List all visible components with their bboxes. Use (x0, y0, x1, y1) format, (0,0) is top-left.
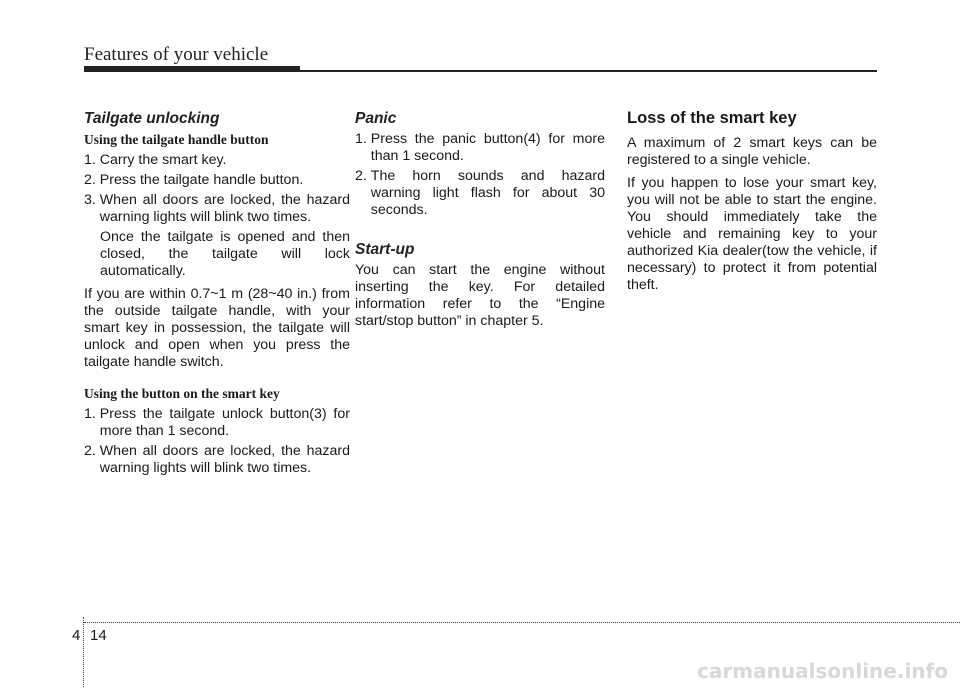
body-paragraph: If you are within 0.7~1 m (28~40 in.) from the outside tailgate handle, with your smart key in possession, the tailgate will unlock and open when you press the tailgate handle switch. (84, 286, 350, 370)
subheading-smart-key-button: Using the button on the smart key (84, 386, 280, 401)
column-3 (627, 110, 877, 300)
subheading-handle-button: Using the tailgate handle button (84, 132, 269, 147)
section-heading-start-up: Start-up (355, 241, 415, 258)
list-item (84, 406, 350, 440)
list-item (84, 152, 350, 169)
list-text: The horn sounds and hazard warning light flash for about 30 seconds. (370, 168, 605, 218)
footer-divider-horizontal (84, 622, 960, 623)
list-number: 2. (355, 168, 371, 184)
page-header-title: Features of your vehicle (84, 44, 269, 65)
header-rule (300, 70, 877, 72)
list-number: 2. (84, 172, 100, 188)
list-text: Carry the smart key. (99, 152, 227, 168)
list-text: When all doors are locked, the hazard warning lights will blink two times. (99, 192, 350, 225)
header-bar (84, 66, 300, 72)
list-item (355, 131, 605, 165)
watermark: carmanualsonline.info (697, 659, 948, 683)
column-2 (355, 110, 605, 336)
section-heading-panic: Panic (355, 110, 397, 127)
list-number: 1. (84, 406, 100, 422)
column-1 (84, 110, 350, 480)
list-number: 1. (355, 131, 371, 147)
list-text: Press the tailgate handle button. (99, 172, 304, 188)
footer-divider-vertical (83, 617, 84, 687)
list-item (84, 192, 350, 226)
page-section-number: 4 (72, 627, 81, 644)
body-paragraph: A maximum of 2 smart keys can be registered to a single vehicle. (627, 135, 877, 168)
list-text: Press the tailgate unlock button(3) for more than 1 second. (99, 406, 350, 439)
list-item (355, 168, 605, 219)
body-paragraph: If you happen to lose your smart key, you will not be able to start the engine. You should immediately take the vehicle and remaining key to your authorized Kia dealer(tow the vehicle, if necessary) to protect it from potential theft. (627, 175, 877, 293)
section-heading-tailgate-unlocking: Tailgate unlocking (84, 110, 220, 127)
list-text: When all doors are locked, the hazard warning lights will blink two times. (99, 443, 350, 476)
body-paragraph: You can start the engine without inserting the key. For detailed information refer to the “Engine start/stop button” in chapter 5. (355, 262, 605, 329)
list-text: Press the panic button(4) for more than 1 second. (370, 131, 605, 164)
list-number: 1. (84, 152, 100, 168)
list-number: 3. (84, 192, 100, 208)
list-continuation: Once the tailgate is opened and then closed, the tailgate will lock automatically. (100, 229, 350, 279)
list-item (84, 172, 350, 189)
section-heading-loss-of-smart-key: Loss of the smart key (627, 109, 797, 127)
list-number: 2. (84, 443, 100, 459)
page-number: 14 (90, 627, 107, 644)
list-item (84, 443, 350, 477)
